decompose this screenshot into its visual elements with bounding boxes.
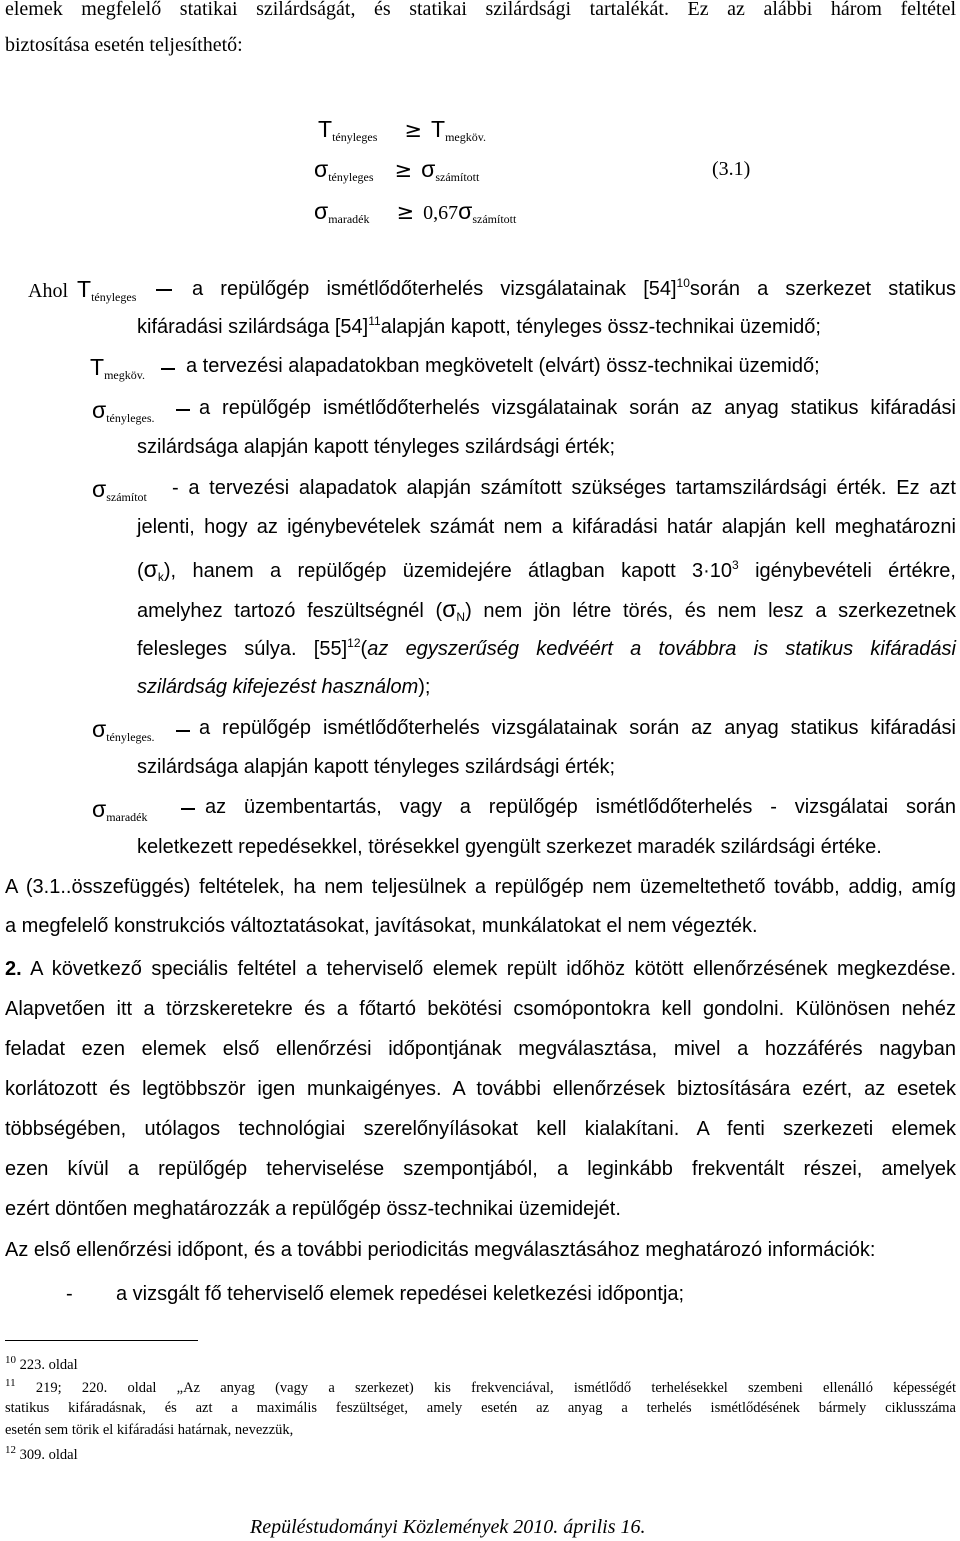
footnote-10: $^{10}$ 223. oldal: [5, 1354, 78, 1373]
paragraph-2-line-2: Alapvetően itt a törzskeretekre és a főtartó bekötési csomópontokra kell gondolni. Különösen nehéz: [5, 998, 956, 1020]
definition-t-tenyleges-line-2: kifáradási szilárdsága $[54]^{11}alapján$ kapott, tényleges össz-technikai üzemidő;: [137, 314, 821, 338]
formula-2: $\sigma_{tényleges} \ge \sigma_{számított}$: [314, 156, 480, 184]
paragraph-1-line-2: a megfelelő konstrukciós változtatásokat, javításokat, munkálatokat el nem végezték.: [5, 915, 758, 937]
definition-t-megkov-label: $T_{megköv.}$: [90, 354, 145, 382]
definition-sigma-szamitott-line-1: - a tervezési alapadatok alapján számított szükséges tartamszilárdsági érték. Ez azt: [172, 477, 956, 499]
footnote-11-line-1: $^{11}$ 219; 220. oldal „Az anyag (vagy a szerkezet) kis frekvenciával, ismétlődő terhelésekkel szembeni ellenálló képességét: [5, 1377, 956, 1396]
definition-sigma-szamitott-label: $\sigma_{számítot}$: [92, 476, 147, 504]
definition-sigma-szamitott-line-2: jelenti, hogy az igénybevételek számát nem a kifáradási határ alapján kell meghatározni: [137, 516, 956, 538]
definition-sigma-maradek-line-1: az üzembentartás, vagy a repülőgép ismétlődőterhelés - vizsgálatai során: [205, 796, 956, 818]
definition-dash: [156, 289, 172, 291]
definition-sigma-tenyleges-label: $\sigma_{tényleges.}$: [92, 397, 155, 425]
equation-number: (3.1): [712, 158, 751, 180]
formula-3: $\sigma_{maradék} \ge 0,67\sigma_{számított}$: [314, 198, 517, 226]
definition-sigma-maradek-line-2: keletkezett repedésekkel, törésekkel gyengült szerkezet maradék szilárdsági értéke.: [137, 836, 882, 858]
definition-sigma-tenyleges-line-2: szilárdsága alapján kapott tényleges szilárdsági érték;: [137, 436, 616, 458]
paragraph-1-line-1: A (3.1..összefüggés) feltételek, ha nem teljesülnek a repülőgép nem üzemeltethető tovább, addig, amíg: [5, 876, 956, 898]
definition-t-megkov-text: a tervezési alapadatokban megkövetelt (elvárt) össz-technikai üzemidő;: [186, 355, 820, 377]
definition-sigma-tenyleges-2-line-2: szilárdsága alapján kapott tényleges szilárdsági érték;: [137, 756, 616, 778]
page-footer: Repüléstudományi Közlemények 2010. április 16.: [250, 1516, 646, 1538]
footnote-11-line-2: statikus kifáradásnak, és azt a maximális feszültséget, amely esetén az anyag a terhelés ismétlődésének bármely ciklusszáma: [5, 1400, 956, 1416]
definition-t-tenyleges-line-1: a repülőgép ismétlődőterhelés vizsgálatainak $[54]^{10}során$ a szerkezet statikus: [192, 276, 956, 300]
paragraph-2-line-3: feladat ezen elemek első ellenőrzési időpontjának megválasztása, mivel a hozzáférés nagyban: [5, 1038, 956, 1060]
definition-sigma-tenyleges-line-1: a repülőgép ismétlődőterhelés vizsgálatainak során az anyag statikus kifáradási: [199, 397, 956, 419]
definition-sigma-tenyleges-2-label: $\sigma_{tényleges.}$: [92, 716, 155, 744]
intro-line-2: biztosítása esetén teljesíthető:: [5, 34, 243, 56]
footnote-separator: [5, 1340, 198, 1341]
definition-sigma-szamitott-line-3: $(\sigma_k)$, hanem a repülőgép üzemidejére átlagban kapott $3\cdot 10^3$ igénybevételi értékre,: [137, 556, 956, 584]
formula-1: $T_{tényleges} \ge T_{megköv.}$: [318, 116, 486, 144]
definition-sigma-maradek-label: $\sigma_{maradék}$: [92, 796, 148, 824]
definition-dash: [176, 409, 190, 411]
paragraph-2-line-5: többségében, utólagos technológiai szerelőnyílásokat kell kialakítani. A fenti szerkezeti elemek: [5, 1118, 956, 1140]
definition-dash: [181, 808, 195, 810]
footnote-12: $^{12}$ 309. oldal: [5, 1444, 78, 1463]
definition-dash: [161, 368, 175, 370]
definition-dash: [176, 730, 190, 732]
paragraph-3-line-1: Az első ellenőrzési időpont, és a további periodicitás megválasztásához meghatározó információk:: [5, 1239, 876, 1261]
paragraph-2-line-6: ezen kívül a repülőgép teherviselése szempontjából, a leginkább frekventált részei, amelyek: [5, 1158, 956, 1180]
list-item: a vizsgált fő teherviselő elemek repedései keletkezési időpontja;: [116, 1283, 685, 1305]
paragraph-2-line-1: 2. A következő speciális feltétel a teherviselő elemek repült időhöz kötött ellenőrzésének megkezdése.: [5, 958, 957, 980]
definition-t-tenyleges-label: Ahol $T_{tényleges}$: [28, 276, 137, 304]
paragraph-2-line-7: ezért döntően meghatározzák a repülőgép össz-technikai üzemidejét.: [5, 1198, 621, 1220]
definition-sigma-szamitott-line-6: szilárdság kifejezést használom);: [137, 676, 431, 698]
footnote-11-line-3: esetén sem törik el kifáradási határnak, nevezzük,: [5, 1422, 294, 1438]
definition-sigma-szamitott-line-5: felesleges súlya. $[55]^{12}(az$ egyszerűség kedvéért a továbbra is statikus kifáradási: [137, 636, 956, 660]
intro-line-1: elemek megfelelő statikai szilárdságát, és statikai szilárdsági tartalékát. Ez az alábbi három feltétel: [5, 0, 956, 20]
definition-sigma-tenyleges-2-line-1: a repülőgép ismétlődőterhelés vizsgálatainak során az anyag statikus kifáradási: [199, 717, 956, 739]
paragraph-2-number: 2.: [5, 958, 22, 980]
list-dash: -: [66, 1283, 73, 1305]
definition-sigma-szamitott-line-4: amelyhez tartozó feszültségnél $(\sigma_N)$ nem jön létre törés, és nem lesz a szerkezetnek: [137, 596, 956, 624]
paragraph-2-line-4: korlátozott és legtöbbször igen munkaigényes. A további ellenőrzések biztosítására ezért, az esetek: [5, 1078, 956, 1100]
